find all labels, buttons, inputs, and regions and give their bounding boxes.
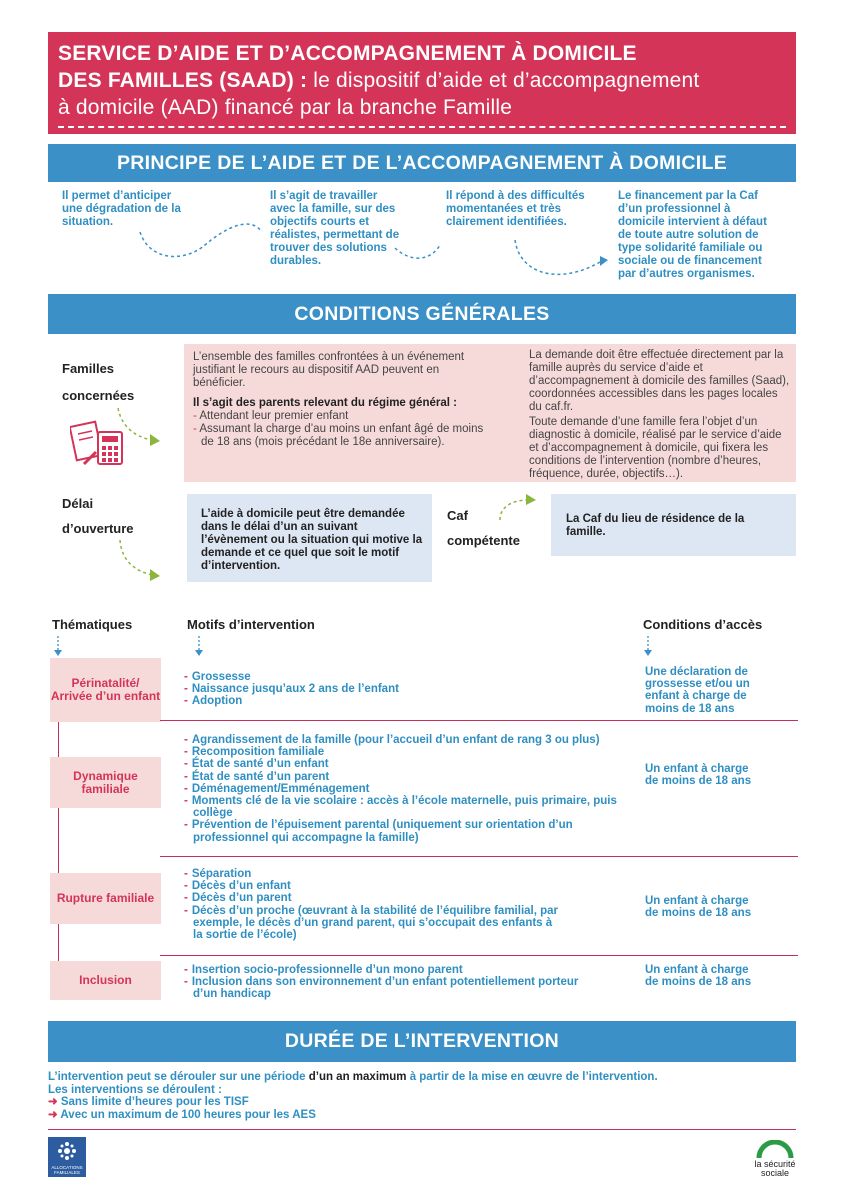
securite-sociale-logo: la sécurité sociale [750,1140,800,1178]
duree-text: L’intervention peut se dérouler sur une période d’un an maximum à partir de la mise en œuvre de l’intervention. Les interventions se déroulent : ➜ Sans limite d’heures pour les TISF ➜ Avec un maximum de 100 heures pour les AES [48,1071,658,1121]
motifs-inclusion [184,964,604,1001]
row-connector [58,924,59,961]
principe-banner: PRINCIPE DE L’AIDE ET DE L’ACCOMPAGNEMENT À DOMICILE [48,144,796,182]
delai-text: L’aide à domicile peut être demandée dans le délai d’un an suivant l’évènement ou la situation qui motive la demande et ce quel que soit le motif d’intervention. [201,508,423,572]
demande-text: La demande doit être effectuée directement par la famille auprès du service d’aide et d’accompagnement à domicile des familles (Saad), coordonnées accessibles dans les pages locales du caf.fr. Toute demande d’une famille fera l’objet d’un diagnostic à domicile, réalisé par le service d’aide et d’accompagnement à domicile, qui fixera les conditions de l’intervention (nombre d’heures, fréquence, durée, objectifs…). [529,349,790,480]
caf-logo: ALLOCATIONS FAMILIALES [48,1137,86,1177]
theme-inclusion: Inclusion [50,961,161,1000]
familles-text: L’ensemble des familles confrontées à un événement justifiant le recours au dispositif AAD peuvent en bénéficier. Il s’agit des parents relevant du régime général : - Attendant leur premier enfant - Assumant la charge d’au moins un enfant âgé de moins de 18 ans (mois précédant le 18e anniversaire). [193,351,493,449]
motif-item: - Recomposition familiale [184,746,629,758]
duree-item: ➜ Avec un maximum de 100 heures pour les AES [48,1108,316,1121]
familles-item: - Assumant la charge d’au moins un enfant âgé de moins de 18 ans (mois précédant le 18e anniversaire). [193,423,484,448]
condition-inclusion: Un enfant à charge de moins de 18 ans [645,964,752,989]
row-divider [160,856,798,857]
duree-banner: DURÉE DE L’INTERVENTION [48,1021,796,1062]
motif-item: - Prévention de l’épuisement parental (uniquement sur orientation d’un professionnel qui accompagne la famille) [184,819,629,843]
motif-item: - Agrandissement de la famille (pour l’accueil d’un enfant de rang 3 ou plus) [184,734,629,746]
motif-item: - État de santé d’un enfant [184,758,629,770]
arrow-right-icon: ➜ [48,1108,58,1121]
motif-item: - Décès d’un proche (œuvrant à la stabilité de l’équilibre familial, par exemple, le décès d’un grand parent, qui s’occupait des enfants à la sortie de l’école) [184,905,564,942]
motif-item: - Décès d’un enfant [184,880,564,892]
col-head-motifs: Motifs d’intervention [187,617,315,632]
condition-rupture: Un enfant à charge de moins de 18 ans [645,895,752,920]
motif-item: - Déménagement/Emménagement [184,783,629,795]
footer-divider [48,1129,796,1130]
motifs-dynamique [184,734,629,844]
principe-item-1: Il permet d’anticiper une dégradation de la situation. [62,190,181,228]
arrow-right-icon: ➜ [48,1096,58,1108]
caf-label: Caf compétente [447,508,520,548]
conditions-banner: CONDITIONS GÉNÉRALES [48,294,796,334]
title-dashed-divider [58,126,786,128]
theme-perinatalite: Périnatalité/ Arrivée d’un enfant [50,658,161,722]
motifs-perinatalite [184,671,624,708]
calculator-icon [70,418,130,470]
title-box [48,32,796,134]
principe-item-2: Il s’agit de travailler avec la famille, sur des objectifs courts et réalistes, permettant de trouver des solutions durables. [270,190,400,267]
col-head-themes: Thématiques [52,617,133,632]
motif-item: - Naissance jusqu’aux 2 ans de l’enfant [184,683,624,695]
motif-item: - Moments clé de la vie scolaire : accès à l’école maternelle, puis primaire, puis collège [184,795,629,819]
row-divider [160,955,798,956]
caf-text: La Caf du lieu de résidence de la famille. [566,513,745,538]
motif-item: - Insertion socio-professionnelle d’un mono parent [184,964,604,976]
motif-item: - Adoption [184,695,624,707]
motif-item: - Séparation [184,868,564,880]
familles-label: Familles concernées [62,361,135,403]
motif-item: - État de santé d’un parent [184,771,629,783]
motifs-rupture [184,868,564,941]
row-connector [58,808,59,873]
col-head-conditions: Conditions d’accès [643,617,763,632]
motif-item: - Grossesse [184,671,624,683]
column-arrows [0,630,843,660]
title-line-3: à domicile (AAD) financé par la branche Famille [58,96,513,119]
principe-item-4: Le financement par la Caf d’un professionnel à domicile intervient à défaut de toute autre solution de type solidarité familiale ou sociale ou de financement par d’autres organismes. [618,190,767,280]
condition-perinatalite: Une déclaration de grossesse et/ou un enfant à charge de moins de 18 ans [645,666,750,715]
motif-item: - Décès d’un parent [184,892,564,904]
duree-item: ➜ Sans limite d’heures pour les TISF [48,1096,249,1108]
row-connector [58,722,59,757]
title-line-2: DES FAMILLES (SAAD) : le dispositif d’aide et d’accompagnement [58,69,700,92]
theme-rupture: Rupture familiale [50,873,161,924]
row-divider [160,720,798,721]
condition-dynamique: Un enfant à charge de moins de 18 ans [645,763,752,788]
theme-dynamique: Dynamique familiale [50,757,161,808]
motif-item: - Inclusion dans son environnement d’un enfant potentiellement porteur d’un handicap [184,976,604,1000]
familles-item: - Attendant leur premier enfant [193,410,349,422]
title-line-1: SERVICE D’AIDE ET D’ACCOMPAGNEMENT À DOMICILE [58,42,637,65]
principe-item-3: Il répond à des difficultés momentanées et très clairement identifiées. [446,190,585,228]
delai-label: Délai d’ouverture [62,496,134,536]
